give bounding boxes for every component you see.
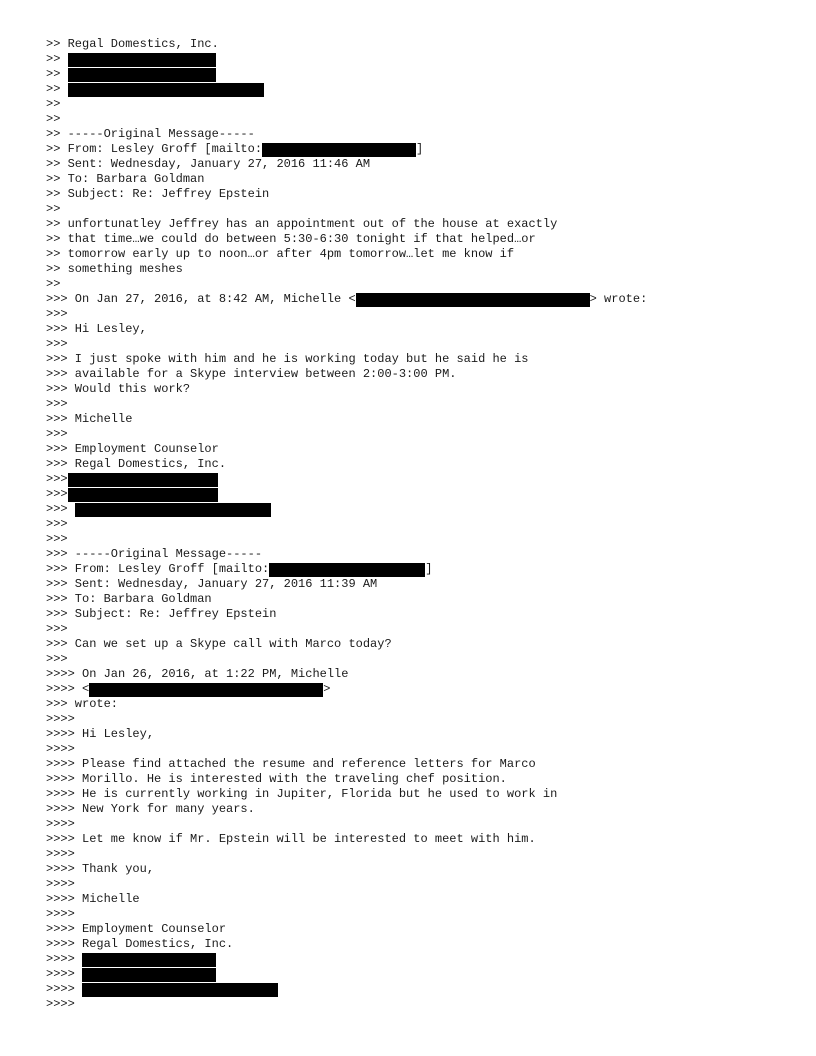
email-line bbox=[46, 172, 204, 187]
email-line bbox=[46, 592, 212, 607]
email-line bbox=[46, 742, 75, 757]
email-line bbox=[46, 367, 456, 382]
line-text: >>>> He is currently working in Jupiter, Florida but he used to work in bbox=[46, 787, 558, 801]
email-line bbox=[46, 82, 264, 97]
email-line bbox=[46, 487, 218, 502]
line-text: >> tomorrow early up to noon…or after 4pm tomorrow…let me know if bbox=[46, 247, 515, 261]
line-text: >>> Sent: Wednesday, January 27, 2016 11:39 AM bbox=[46, 577, 378, 591]
line-text: >> Regal Domestics, Inc. bbox=[46, 37, 219, 51]
line-text: >>>> New York for many years. bbox=[46, 802, 255, 816]
email-line bbox=[46, 877, 75, 892]
line-text: >>> bbox=[46, 502, 75, 516]
email-line bbox=[46, 892, 140, 907]
email-line bbox=[46, 247, 514, 262]
email-line bbox=[46, 937, 233, 952]
line-text: >>> I just spoke with him and he is working today but he said he is bbox=[46, 352, 529, 366]
line-text: >> From: Lesley Groff [mailto: bbox=[46, 142, 263, 156]
email-line bbox=[46, 772, 507, 787]
line-text: >>> To: Barbara Goldman bbox=[46, 592, 212, 606]
email-line bbox=[46, 52, 216, 67]
email-line bbox=[46, 442, 219, 457]
line-text: >>>> bbox=[46, 847, 75, 861]
email-line bbox=[46, 142, 423, 157]
email-line bbox=[46, 157, 370, 172]
line-text: >>>> Please find attached the resume and reference letters for Marco bbox=[46, 757, 536, 771]
email-line bbox=[46, 817, 75, 832]
line-text: >> bbox=[46, 202, 61, 216]
line-text: >>> available for a Skype interview between 2:00-3:00 PM. bbox=[46, 367, 457, 381]
line-text: > bbox=[323, 682, 331, 696]
redaction-block bbox=[68, 83, 264, 97]
line-text: >>> bbox=[46, 652, 68, 666]
line-text: >> bbox=[46, 67, 68, 81]
line-text: >>>> Hi Lesley, bbox=[46, 727, 155, 741]
line-text: >> bbox=[46, 112, 61, 126]
line-text: >>>> < bbox=[46, 682, 90, 696]
email-line bbox=[46, 922, 226, 937]
email-line bbox=[46, 697, 118, 712]
line-text: >>>> bbox=[46, 712, 75, 726]
email-line bbox=[46, 322, 147, 337]
line-text: >>> Michelle bbox=[46, 412, 133, 426]
line-text: >>> bbox=[46, 622, 68, 636]
email-line bbox=[46, 607, 276, 622]
line-text: >>> Employment Counselor bbox=[46, 442, 219, 456]
line-text: >>>> bbox=[46, 907, 75, 921]
email-line bbox=[46, 577, 377, 592]
line-text: >>> Regal Domestics, Inc. bbox=[46, 457, 227, 471]
email-line bbox=[46, 517, 68, 532]
email-line bbox=[46, 457, 226, 472]
email-line bbox=[46, 832, 536, 847]
line-text: ] bbox=[425, 562, 433, 576]
email-line bbox=[46, 352, 528, 367]
email-line bbox=[46, 682, 330, 697]
line-text: >>>> bbox=[46, 952, 83, 966]
line-text: >>> On Jan 27, 2016, at 8:42 AM, Michelle < bbox=[46, 292, 356, 306]
redaction-block bbox=[68, 68, 216, 82]
redaction-block bbox=[89, 683, 323, 697]
line-text: >>> Would this work? bbox=[46, 382, 191, 396]
email-line bbox=[46, 427, 68, 442]
email-line bbox=[46, 532, 68, 547]
line-text: >>> bbox=[46, 397, 68, 411]
line-text: >> bbox=[46, 97, 61, 111]
email-line bbox=[46, 97, 60, 112]
email-line bbox=[46, 397, 68, 412]
email-line bbox=[46, 472, 218, 487]
redaction-block bbox=[68, 473, 218, 487]
email-line bbox=[46, 637, 392, 652]
line-text: >>>> On Jan 26, 2016, at 1:22 PM, Michelle bbox=[46, 667, 349, 681]
email-line bbox=[46, 982, 278, 997]
line-text: >> Sent: Wednesday, January 27, 2016 11:46 AM bbox=[46, 157, 371, 171]
line-text: >>> Subject: Re: Jeffrey Epstein bbox=[46, 607, 277, 621]
line-text: ] bbox=[416, 142, 424, 156]
line-text: >>> wrote: bbox=[46, 697, 119, 711]
redaction-block bbox=[75, 503, 271, 517]
line-text: >> bbox=[46, 82, 68, 96]
email-line bbox=[46, 187, 269, 202]
email-line bbox=[46, 547, 262, 562]
email-line bbox=[46, 232, 536, 247]
line-text: >> that time…we could do between 5:30-6:30 tonight if that helped…or bbox=[46, 232, 536, 246]
line-text: >>>> Let me know if Mr. Epstein will be interested to meet with him. bbox=[46, 832, 536, 846]
email-line bbox=[46, 727, 154, 742]
redaction-block bbox=[82, 968, 216, 982]
email-line bbox=[46, 67, 216, 82]
email-line bbox=[46, 262, 183, 277]
line-text: >> -----Original Message----- bbox=[46, 127, 255, 141]
line-text: >>> Hi Lesley, bbox=[46, 322, 147, 336]
line-text: >> To: Barbara Goldman bbox=[46, 172, 205, 186]
email-line bbox=[46, 757, 536, 772]
email-line bbox=[46, 652, 68, 667]
email-line bbox=[46, 907, 75, 922]
email-line bbox=[46, 307, 68, 322]
line-text: >> bbox=[46, 52, 68, 66]
line-text: >>>> bbox=[46, 967, 83, 981]
line-text: >>> bbox=[46, 487, 68, 501]
email-line bbox=[46, 37, 219, 52]
line-text: >>>> bbox=[46, 877, 75, 891]
redaction-block bbox=[356, 293, 590, 307]
email-line bbox=[46, 412, 132, 427]
email-line bbox=[46, 787, 557, 802]
line-text: >>>> bbox=[46, 742, 75, 756]
redaction-block bbox=[262, 143, 416, 157]
line-text: >>>> bbox=[46, 997, 75, 1011]
email-line bbox=[46, 802, 255, 817]
email-line bbox=[46, 292, 647, 307]
line-text: >> something meshes bbox=[46, 262, 183, 276]
email-line bbox=[46, 967, 216, 982]
line-text: > wrote: bbox=[589, 292, 648, 306]
email-line bbox=[46, 217, 557, 232]
email-line bbox=[46, 667, 348, 682]
line-text: >> Subject: Re: Jeffrey Epstein bbox=[46, 187, 270, 201]
redaction-block bbox=[68, 53, 216, 67]
email-line bbox=[46, 277, 60, 292]
line-text: >>>> Michelle bbox=[46, 892, 140, 906]
redaction-block bbox=[269, 563, 425, 577]
line-text: >>>> Thank you, bbox=[46, 862, 155, 876]
redaction-block bbox=[68, 488, 218, 502]
line-text: >>> bbox=[46, 517, 68, 531]
line-text: >>>> bbox=[46, 982, 83, 996]
line-text: >>> bbox=[46, 472, 68, 486]
line-text: >>> From: Lesley Groff [mailto: bbox=[46, 562, 270, 576]
line-text: >> bbox=[46, 277, 61, 291]
email-line bbox=[46, 712, 75, 727]
line-text: >>>> Employment Counselor bbox=[46, 922, 227, 936]
email-line bbox=[46, 202, 60, 217]
email-line bbox=[46, 127, 255, 142]
email-line bbox=[46, 847, 75, 862]
line-text: >>>> Regal Domestics, Inc. bbox=[46, 937, 234, 951]
email-line bbox=[46, 952, 216, 967]
email-line bbox=[46, 502, 271, 517]
email-line bbox=[46, 382, 190, 397]
line-text: >>> bbox=[46, 307, 68, 321]
email-line bbox=[46, 997, 75, 1012]
line-text: >> unfortunatley Jeffrey has an appointment out of the house at exactly bbox=[46, 217, 558, 231]
line-text: >>>> Morillo. He is interested with the traveling chef position. bbox=[46, 772, 507, 786]
redaction-block bbox=[82, 953, 216, 967]
email-line bbox=[46, 337, 68, 352]
line-text: >>>> bbox=[46, 817, 75, 831]
line-text: >>> -----Original Message----- bbox=[46, 547, 263, 561]
email-line bbox=[46, 862, 154, 877]
email-line bbox=[46, 112, 60, 127]
line-text: >>> Can we set up a Skype call with Marco today? bbox=[46, 637, 392, 651]
line-text: >>> bbox=[46, 427, 68, 441]
email-line bbox=[46, 622, 68, 637]
email-line bbox=[46, 562, 432, 577]
line-text: >>> bbox=[46, 337, 68, 351]
redaction-block bbox=[82, 983, 278, 997]
line-text: >>> bbox=[46, 532, 68, 546]
